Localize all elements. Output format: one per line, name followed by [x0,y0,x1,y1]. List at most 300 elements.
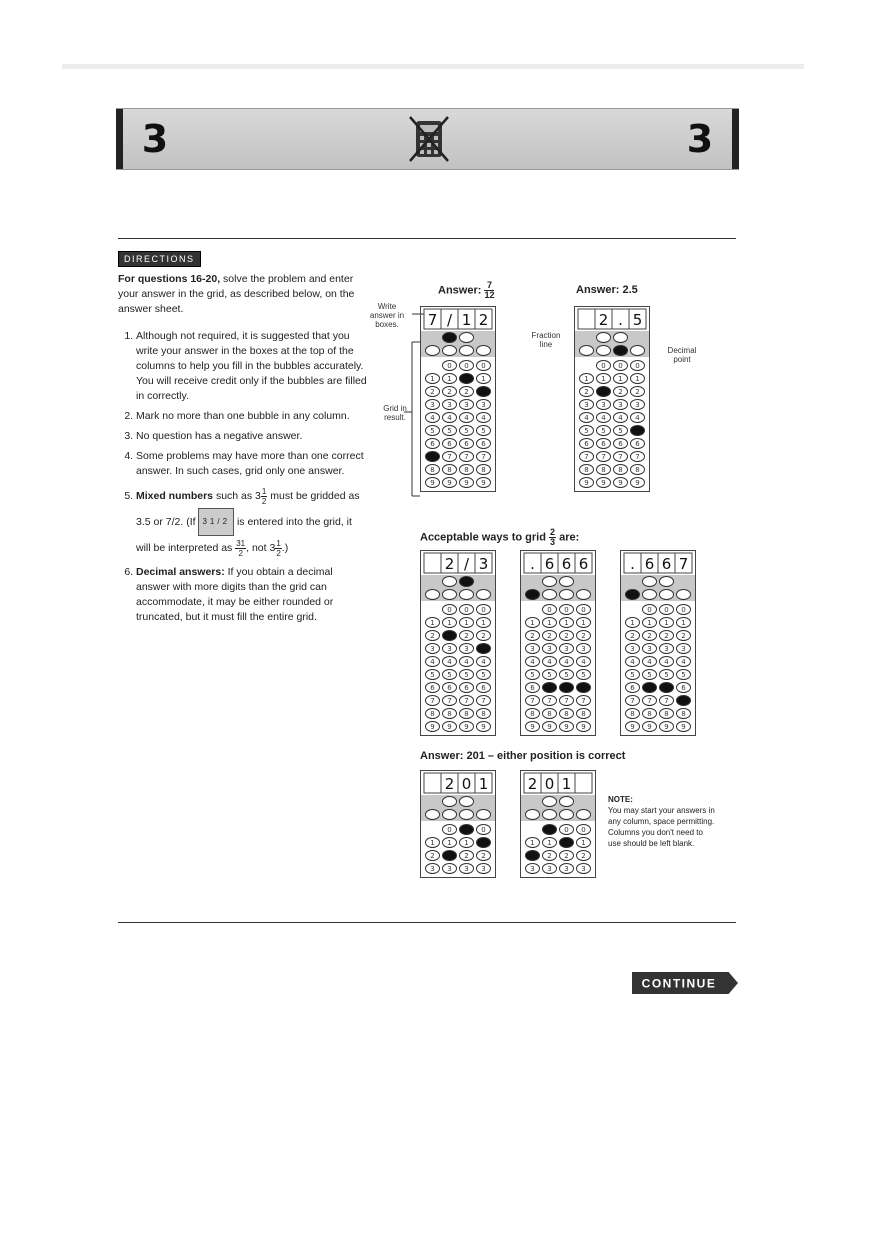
svg-text:7: 7 [430,697,435,705]
grid-box-char: 6 [661,555,672,573]
bubble-grid [421,771,495,877]
grid-box-char: 2 [598,311,609,329]
dot-bubble [560,810,574,820]
svg-text:2: 2 [584,388,589,396]
svg-text:1: 1 [430,619,435,627]
svg-text:0: 0 [647,606,652,614]
direction-item-decimal: 6. Decimal answers: If you obtain a decimal answer with more digits than the grid can accommodate, it may be either rounded or truncated, but it must fill the entire grid. [136,565,368,625]
svg-text:2: 2 [464,632,469,640]
slash-bubble [643,577,657,587]
svg-text:1: 1 [447,619,452,627]
svg-text:3: 3 [664,645,669,653]
svg-text:5: 5 [564,671,569,679]
dot-bubble [426,346,440,356]
slash-bubble [597,333,611,343]
svg-text:2: 2 [564,852,569,860]
svg-text:8: 8 [481,466,486,474]
digit-bubble [597,387,611,397]
slash-bubble [460,797,474,807]
svg-text:9: 9 [630,723,635,731]
svg-text:7: 7 [447,453,452,461]
svg-text:0: 0 [581,606,586,614]
answer-201-label: Answer: 201 – either position is correct [420,750,626,762]
svg-text:7: 7 [564,697,569,705]
svg-text:2: 2 [647,632,652,640]
direction-item: 2. Mark no more than one bubble in any column. [136,409,368,424]
directions-text [118,272,368,630]
svg-text:6: 6 [584,440,589,448]
svg-text:1: 1 [547,839,552,847]
dot-bubble [577,810,591,820]
slash-bubble [460,577,474,587]
svg-text:0: 0 [581,826,586,834]
svg-text:1: 1 [647,619,652,627]
svg-text:7: 7 [481,453,486,461]
svg-text:4: 4 [581,658,586,666]
dot-bubble [477,590,491,600]
svg-text:3: 3 [635,401,640,409]
bubble-grid [521,771,595,877]
bubble-grid [521,551,595,735]
grid-201-left [520,770,596,878]
continue-label: CONTINUE [641,976,717,991]
svg-text:0: 0 [564,606,569,614]
svg-text:2: 2 [464,388,469,396]
svg-text:7: 7 [581,697,586,705]
svg-text:8: 8 [681,710,686,718]
bottom-divider [118,922,736,923]
svg-text:7: 7 [630,697,635,705]
dot-bubble [426,810,440,820]
svg-text:3: 3 [581,865,586,873]
write-label: Write answer in boxes. [369,302,405,329]
digit-bubble [660,683,674,693]
slash-bubble [614,333,628,343]
svg-text:3: 3 [530,865,535,873]
svg-text:8: 8 [647,710,652,718]
svg-text:5: 5 [664,671,669,679]
svg-text:5: 5 [601,427,606,435]
svg-text:8: 8 [630,710,635,718]
svg-text:9: 9 [681,723,686,731]
digit-bubble [526,851,540,861]
svg-text:6: 6 [630,684,635,692]
svg-text:1: 1 [430,839,435,847]
dot-bubble [460,590,474,600]
svg-text:3: 3 [464,645,469,653]
dot-bubble [443,590,457,600]
svg-text:3: 3 [581,645,586,653]
mini-grid-example: 31/2 [198,508,234,536]
svg-text:0: 0 [635,362,640,370]
svg-text:9: 9 [581,723,586,731]
digit-bubble [477,387,491,397]
dot-bubble [477,810,491,820]
dot-bubble [460,810,474,820]
svg-text:7: 7 [635,453,640,461]
answer-decimal-label: Answer: 2.5 [576,284,638,296]
grid-box-char: 0 [461,775,472,793]
svg-text:7: 7 [584,453,589,461]
svg-text:7: 7 [601,453,606,461]
svg-text:8: 8 [564,710,569,718]
svg-text:4: 4 [635,414,640,422]
dot-bubble [543,590,557,600]
svg-text:9: 9 [547,723,552,731]
digit-bubble [560,683,574,693]
svg-text:8: 8 [481,710,486,718]
svg-text:8: 8 [430,466,435,474]
svg-text:4: 4 [530,658,535,666]
svg-text:5: 5 [430,671,435,679]
dot-bubble [543,810,557,820]
section-header [116,108,739,170]
grid-box-char: / [446,311,453,329]
grid-box-char: / [463,555,470,573]
digit-bubble [477,838,491,848]
svg-text:5: 5 [481,671,486,679]
digit-bubble [631,426,645,436]
svg-text:2: 2 [635,388,640,396]
svg-text:1: 1 [530,619,535,627]
svg-text:0: 0 [618,362,623,370]
svg-text:8: 8 [464,466,469,474]
grid-box-char: 1 [461,311,472,329]
svg-text:4: 4 [464,414,469,422]
dot-bubble [526,590,540,600]
svg-text:9: 9 [584,479,589,487]
svg-text:4: 4 [447,414,452,422]
grid-box-char: 3 [478,555,489,573]
digit-bubble [443,851,457,861]
grid-box-char: 6 [544,555,555,573]
svg-text:8: 8 [464,710,469,718]
section-number-left: 3 [116,109,187,169]
grid-box-char: 2 [444,555,455,573]
svg-text:4: 4 [618,414,623,422]
svg-text:9: 9 [530,723,535,731]
decimal-point-label: Decimal point [667,346,697,364]
grid-box-char: 2 [478,311,489,329]
svg-text:5: 5 [647,671,652,679]
direction-item: 1. Although not required, it is suggested that you write your answer in the boxes at the top of the columns to help you fill in the bubbles accurately. You will receive credit only if the bubbles are filled in correctly. [136,329,368,404]
svg-text:1: 1 [635,375,640,383]
continue-button[interactable] [632,972,738,994]
svg-text:1: 1 [618,375,623,383]
svg-text:8: 8 [601,466,606,474]
direction-item: 3. No question has a negative answer. [136,429,368,444]
svg-text:8: 8 [547,710,552,718]
svg-text:3: 3 [547,645,552,653]
bubble-grid [421,551,495,735]
slash-bubble [443,797,457,807]
top-divider [118,238,736,239]
svg-text:8: 8 [635,466,640,474]
svg-text:6: 6 [430,684,435,692]
svg-text:5: 5 [464,671,469,679]
svg-text:1: 1 [584,375,589,383]
bubble-grid [575,307,649,491]
slash-bubble [443,333,457,343]
svg-text:9: 9 [481,723,486,731]
svg-text:9: 9 [618,479,623,487]
svg-text:8: 8 [618,466,623,474]
svg-text:4: 4 [647,658,652,666]
digit-bubble [560,838,574,848]
svg-text:8: 8 [584,466,589,474]
svg-text:3: 3 [447,645,452,653]
grid-box-char: 2 [444,775,455,793]
svg-text:2: 2 [447,388,452,396]
svg-text:3: 3 [447,401,452,409]
svg-text:8: 8 [447,466,452,474]
svg-text:3: 3 [430,865,435,873]
svg-text:5: 5 [481,427,486,435]
svg-text:3: 3 [647,645,652,653]
svg-text:0: 0 [447,606,452,614]
dot-bubble [614,346,628,356]
svg-text:0: 0 [481,362,486,370]
svg-text:9: 9 [464,479,469,487]
svg-text:8: 8 [447,710,452,718]
digit-bubble [460,825,474,835]
svg-text:9: 9 [481,479,486,487]
slash-bubble [560,577,574,587]
grid-667 [620,550,696,736]
svg-text:3: 3 [547,865,552,873]
svg-text:4: 4 [430,414,435,422]
grid-box-char: . [618,311,623,329]
svg-text:1: 1 [547,619,552,627]
fraction-line-label: Fraction line [531,331,561,349]
svg-text:3: 3 [681,645,686,653]
directions-list [118,329,368,625]
grid-box-char: 6 [561,555,572,573]
svg-text:1: 1 [481,619,486,627]
svg-text:4: 4 [601,414,606,422]
svg-text:9: 9 [664,723,669,731]
svg-text:5: 5 [464,427,469,435]
svg-text:2: 2 [564,632,569,640]
svg-text:2: 2 [430,632,435,640]
dot-bubble [560,590,574,600]
svg-text:9: 9 [635,479,640,487]
svg-text:2: 2 [681,632,686,640]
svg-text:4: 4 [584,414,589,422]
dot-bubble [426,590,440,600]
svg-text:5: 5 [530,671,535,679]
grid-box-char: 6 [578,555,589,573]
answer-fraction-label: Answer: $\frac{7}{12}$ [438,280,495,300]
svg-text:7: 7 [618,453,623,461]
grid-box-char: 7 [678,555,689,573]
svg-text:3: 3 [464,865,469,873]
grid-7-12 [420,306,496,492]
grid-box-char: 1 [561,775,572,793]
svg-text:8: 8 [581,710,586,718]
grid-box-char: 7 [427,311,438,329]
bubble-grid [621,551,695,735]
svg-text:6: 6 [447,684,452,692]
svg-text:1: 1 [447,839,452,847]
dot-bubble [626,590,640,600]
digit-bubble [643,683,657,693]
svg-text:4: 4 [630,658,635,666]
svg-text:3: 3 [618,401,623,409]
dot-bubble [460,346,474,356]
svg-text:2: 2 [430,852,435,860]
svg-text:5: 5 [430,427,435,435]
svg-text:7: 7 [481,697,486,705]
svg-text:2: 2 [630,632,635,640]
svg-text:4: 4 [481,414,486,422]
grid-box-char: 6 [644,555,655,573]
svg-text:4: 4 [464,658,469,666]
svg-text:6: 6 [635,440,640,448]
grid-box-char: 1 [478,775,489,793]
svg-text:4: 4 [547,658,552,666]
svg-text:3: 3 [430,645,435,653]
svg-text:3: 3 [481,865,486,873]
svg-text:0: 0 [464,362,469,370]
svg-text:8: 8 [664,710,669,718]
directions-intro: For questions 16-20, solve the problem and enter your answer in the grid, as described below, on the answer sheet. [118,273,355,315]
svg-text:8: 8 [430,710,435,718]
slash-bubble [560,797,574,807]
svg-text:5: 5 [584,427,589,435]
svg-text:5: 5 [547,671,552,679]
grid-666 [520,550,596,736]
svg-text:3: 3 [464,401,469,409]
svg-text:1: 1 [564,619,569,627]
svg-text:9: 9 [564,723,569,731]
dot-bubble [677,590,691,600]
svg-text:1: 1 [530,839,535,847]
svg-text:3: 3 [564,865,569,873]
digit-bubble [543,683,557,693]
svg-text:2: 2 [547,632,552,640]
svg-text:0: 0 [447,362,452,370]
svg-text:3: 3 [530,645,535,653]
svg-text:6: 6 [681,684,686,692]
svg-text:7: 7 [530,697,535,705]
dot-bubble [580,346,594,356]
svg-text:2: 2 [581,852,586,860]
bubble-grid [421,307,495,491]
svg-text:0: 0 [564,826,569,834]
svg-text:9: 9 [430,479,435,487]
svg-text:3: 3 [447,865,452,873]
svg-text:7: 7 [664,697,669,705]
direction-item: 4. Some problems may have more than one correct answer. In such cases, grid only one answer. [136,449,368,479]
no-calculator-icon [406,115,452,163]
svg-text:2: 2 [481,852,486,860]
grid-box-char: 2 [527,775,538,793]
svg-text:4: 4 [430,658,435,666]
svg-text:3: 3 [481,401,486,409]
svg-text:3: 3 [430,401,435,409]
directions-tag: DIRECTIONS [118,251,201,267]
svg-text:2: 2 [618,388,623,396]
direction-item-mixed: 5. Mixed numbers such as 3 $\frac{1}{2}$ must be gridded as 3.5 or 7/2. (If 31/2 is entered into the grid, it will be interpreted as $\frac{31}{2}$ , not 3 $\frac{1}{2}$ .) [136,484,368,560]
svg-text:5: 5 [447,671,452,679]
svg-text:5: 5 [581,671,586,679]
digit-bubble [460,374,474,384]
svg-text:4: 4 [681,658,686,666]
svg-text:1: 1 [601,375,606,383]
digit-bubble [443,631,457,641]
dot-bubble [643,590,657,600]
svg-text:1: 1 [581,839,586,847]
grid-box-char: 0 [544,775,555,793]
grid-box-char: 5 [632,311,643,329]
svg-text:4: 4 [481,658,486,666]
svg-text:2: 2 [464,852,469,860]
svg-text:6: 6 [464,440,469,448]
svg-text:7: 7 [447,697,452,705]
svg-text:6: 6 [481,684,486,692]
svg-text:1: 1 [447,375,452,383]
svg-text:6: 6 [530,684,535,692]
svg-text:6: 6 [430,440,435,448]
dot-bubble [597,346,611,356]
svg-text:5: 5 [630,671,635,679]
svg-text:1: 1 [630,619,635,627]
slash-bubble [460,333,474,343]
svg-text:1: 1 [430,375,435,383]
slash-bubble [443,577,457,587]
svg-text:5: 5 [681,671,686,679]
slash-bubble [543,577,557,587]
svg-text:0: 0 [481,826,486,834]
digit-bubble [426,452,440,462]
svg-text:5: 5 [447,427,452,435]
svg-text:6: 6 [601,440,606,448]
svg-text:2: 2 [581,632,586,640]
slash-bubble [660,577,674,587]
svg-text:7: 7 [464,697,469,705]
svg-text:2: 2 [430,388,435,396]
svg-text:9: 9 [430,723,435,731]
svg-text:7: 7 [647,697,652,705]
svg-text:0: 0 [601,362,606,370]
svg-text:9: 9 [447,479,452,487]
grid-in-label: Grid in result. [383,404,407,422]
svg-text:6: 6 [618,440,623,448]
svg-text:6: 6 [464,684,469,692]
grid-2-3 [420,550,496,736]
svg-text:1: 1 [464,839,469,847]
svg-text:0: 0 [664,606,669,614]
svg-text:9: 9 [647,723,652,731]
section-number-right: 3 [668,109,739,169]
svg-text:0: 0 [447,826,452,834]
dot-bubble [477,346,491,356]
svg-text:5: 5 [618,427,623,435]
grid-box-char: . [630,555,635,573]
note-box: NOTE: You may start your answers in any column, space permitting. Columns you don't need to use should be left blank. [608,795,715,848]
digit-bubble [543,825,557,835]
dot-bubble [443,810,457,820]
svg-text:9: 9 [601,479,606,487]
dot-bubble [631,346,645,356]
svg-text:1: 1 [481,375,486,383]
svg-text:1: 1 [681,619,686,627]
svg-text:9: 9 [464,723,469,731]
acceptable-label: Acceptable ways to grid $\frac{2}{3}$ are: [420,527,580,547]
svg-text:2: 2 [530,632,535,640]
svg-text:4: 4 [564,658,569,666]
